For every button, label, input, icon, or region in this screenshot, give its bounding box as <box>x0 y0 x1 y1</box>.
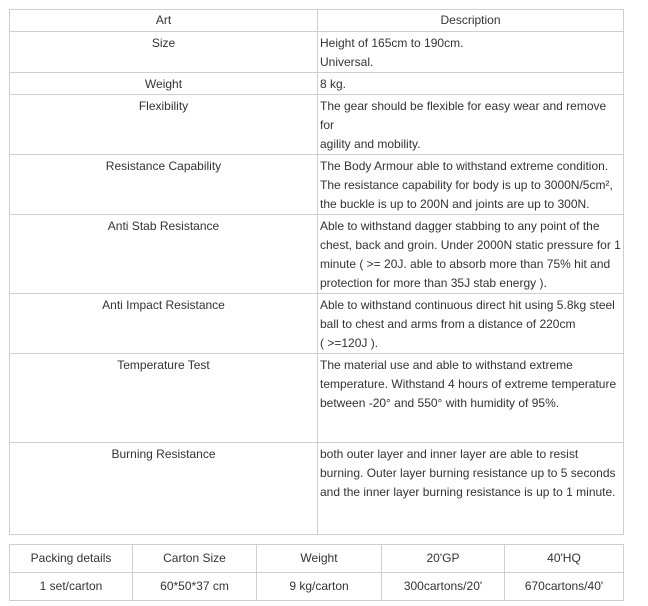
packing-value-cell: 300cartons/20' <box>382 573 505 601</box>
art-cell: Anti Impact Resistance <box>10 294 318 354</box>
description-line: and the inner layer burning resistance is up to 1 minute. <box>320 485 616 499</box>
description-line: The material use and able to withstand extreme <box>320 358 573 372</box>
description-line: agility and mobility. <box>320 137 421 151</box>
spec-row-flexibility <box>10 95 624 155</box>
description-line: between -20° and 550° with humidity of 95%. <box>320 396 560 410</box>
art-header: Art <box>10 10 318 32</box>
art-cell: Flexibility <box>10 95 318 155</box>
packing-header-cell: Packing details <box>10 545 133 573</box>
description-cell <box>318 73 624 95</box>
description-cell <box>318 215 624 294</box>
description-line: The resistance capability for body is up to 3000N/5cm², <box>320 178 613 192</box>
description-line: Universal. <box>320 55 374 69</box>
description-cell <box>318 294 624 354</box>
description-cell <box>318 95 624 155</box>
packing-value-cell: 1 set/carton <box>10 573 133 601</box>
specification-table <box>9 9 624 535</box>
spec-header-row <box>10 10 624 32</box>
description-line: temperature. Withstand 4 hours of extreme temperature <box>320 377 617 391</box>
description-line: chest, back and groin. Under 2000N static pressure for 1 <box>320 238 621 252</box>
description-cell <box>318 443 624 535</box>
description-cell <box>318 32 624 73</box>
description-line: protection for more than 35J stab energy ). <box>320 276 547 290</box>
art-cell: Size <box>10 32 318 73</box>
packing-value-cell: 670cartons/40' <box>505 573 624 601</box>
art-cell: Weight <box>10 73 318 95</box>
description-line: the buckle is up to 200N and joints are up to 300N. <box>320 197 590 211</box>
packing-table <box>9 544 624 601</box>
description-line: Height of 165cm to 190cm. <box>320 36 464 50</box>
art-cell: Temperature Test <box>10 354 318 443</box>
description-line: ball to chest and arms from a distance of 220cm <box>320 317 576 331</box>
description-header: Description <box>318 10 624 32</box>
packing-header-cell: Weight <box>257 545 382 573</box>
packing-value-cell: 9 kg/carton <box>257 573 382 601</box>
spec-row-anti-stab <box>10 215 624 294</box>
description-line: The Body Armour able to withstand extreme condition. <box>320 159 609 173</box>
spec-row-resistance-capability <box>10 155 624 215</box>
description-line: both outer layer and inner layer are able to resist <box>320 447 579 461</box>
art-cell: Anti Stab Resistance <box>10 215 318 294</box>
art-cell: Burning Resistance <box>10 443 318 535</box>
packing-header-cell: 20'GP <box>382 545 505 573</box>
packing-header-row <box>10 545 624 573</box>
description-line: Able to withstand continuous direct hit using 5.8kg steel <box>320 298 615 312</box>
description-line: 8 kg. <box>320 77 347 91</box>
spec-row-size <box>10 32 624 73</box>
packing-value-row <box>10 573 624 601</box>
description-line: ( >=120J ). <box>320 336 379 350</box>
description-cell <box>318 155 624 215</box>
description-line: burning. Outer layer burning resistance up to 5 seconds <box>320 466 616 480</box>
packing-header-cell: 40'HQ <box>505 545 624 573</box>
description-line: Able to withstand dagger stabbing to any point of the <box>320 219 600 233</box>
spec-row-burning <box>10 443 624 535</box>
description-line: minute ( >= 20J. able to absorb more than 75% hit and <box>320 257 611 271</box>
spec-row-temperature <box>10 354 624 443</box>
art-cell: Resistance Capability <box>10 155 318 215</box>
packing-value-cell: 60*50*37 cm <box>133 573 257 601</box>
spec-row-weight <box>10 73 624 95</box>
packing-header-cell: Carton Size <box>133 545 257 573</box>
description-line: The gear should be flexible for easy wear and remove for <box>320 99 607 132</box>
description-cell <box>318 354 624 443</box>
spec-row-anti-impact <box>10 294 624 354</box>
